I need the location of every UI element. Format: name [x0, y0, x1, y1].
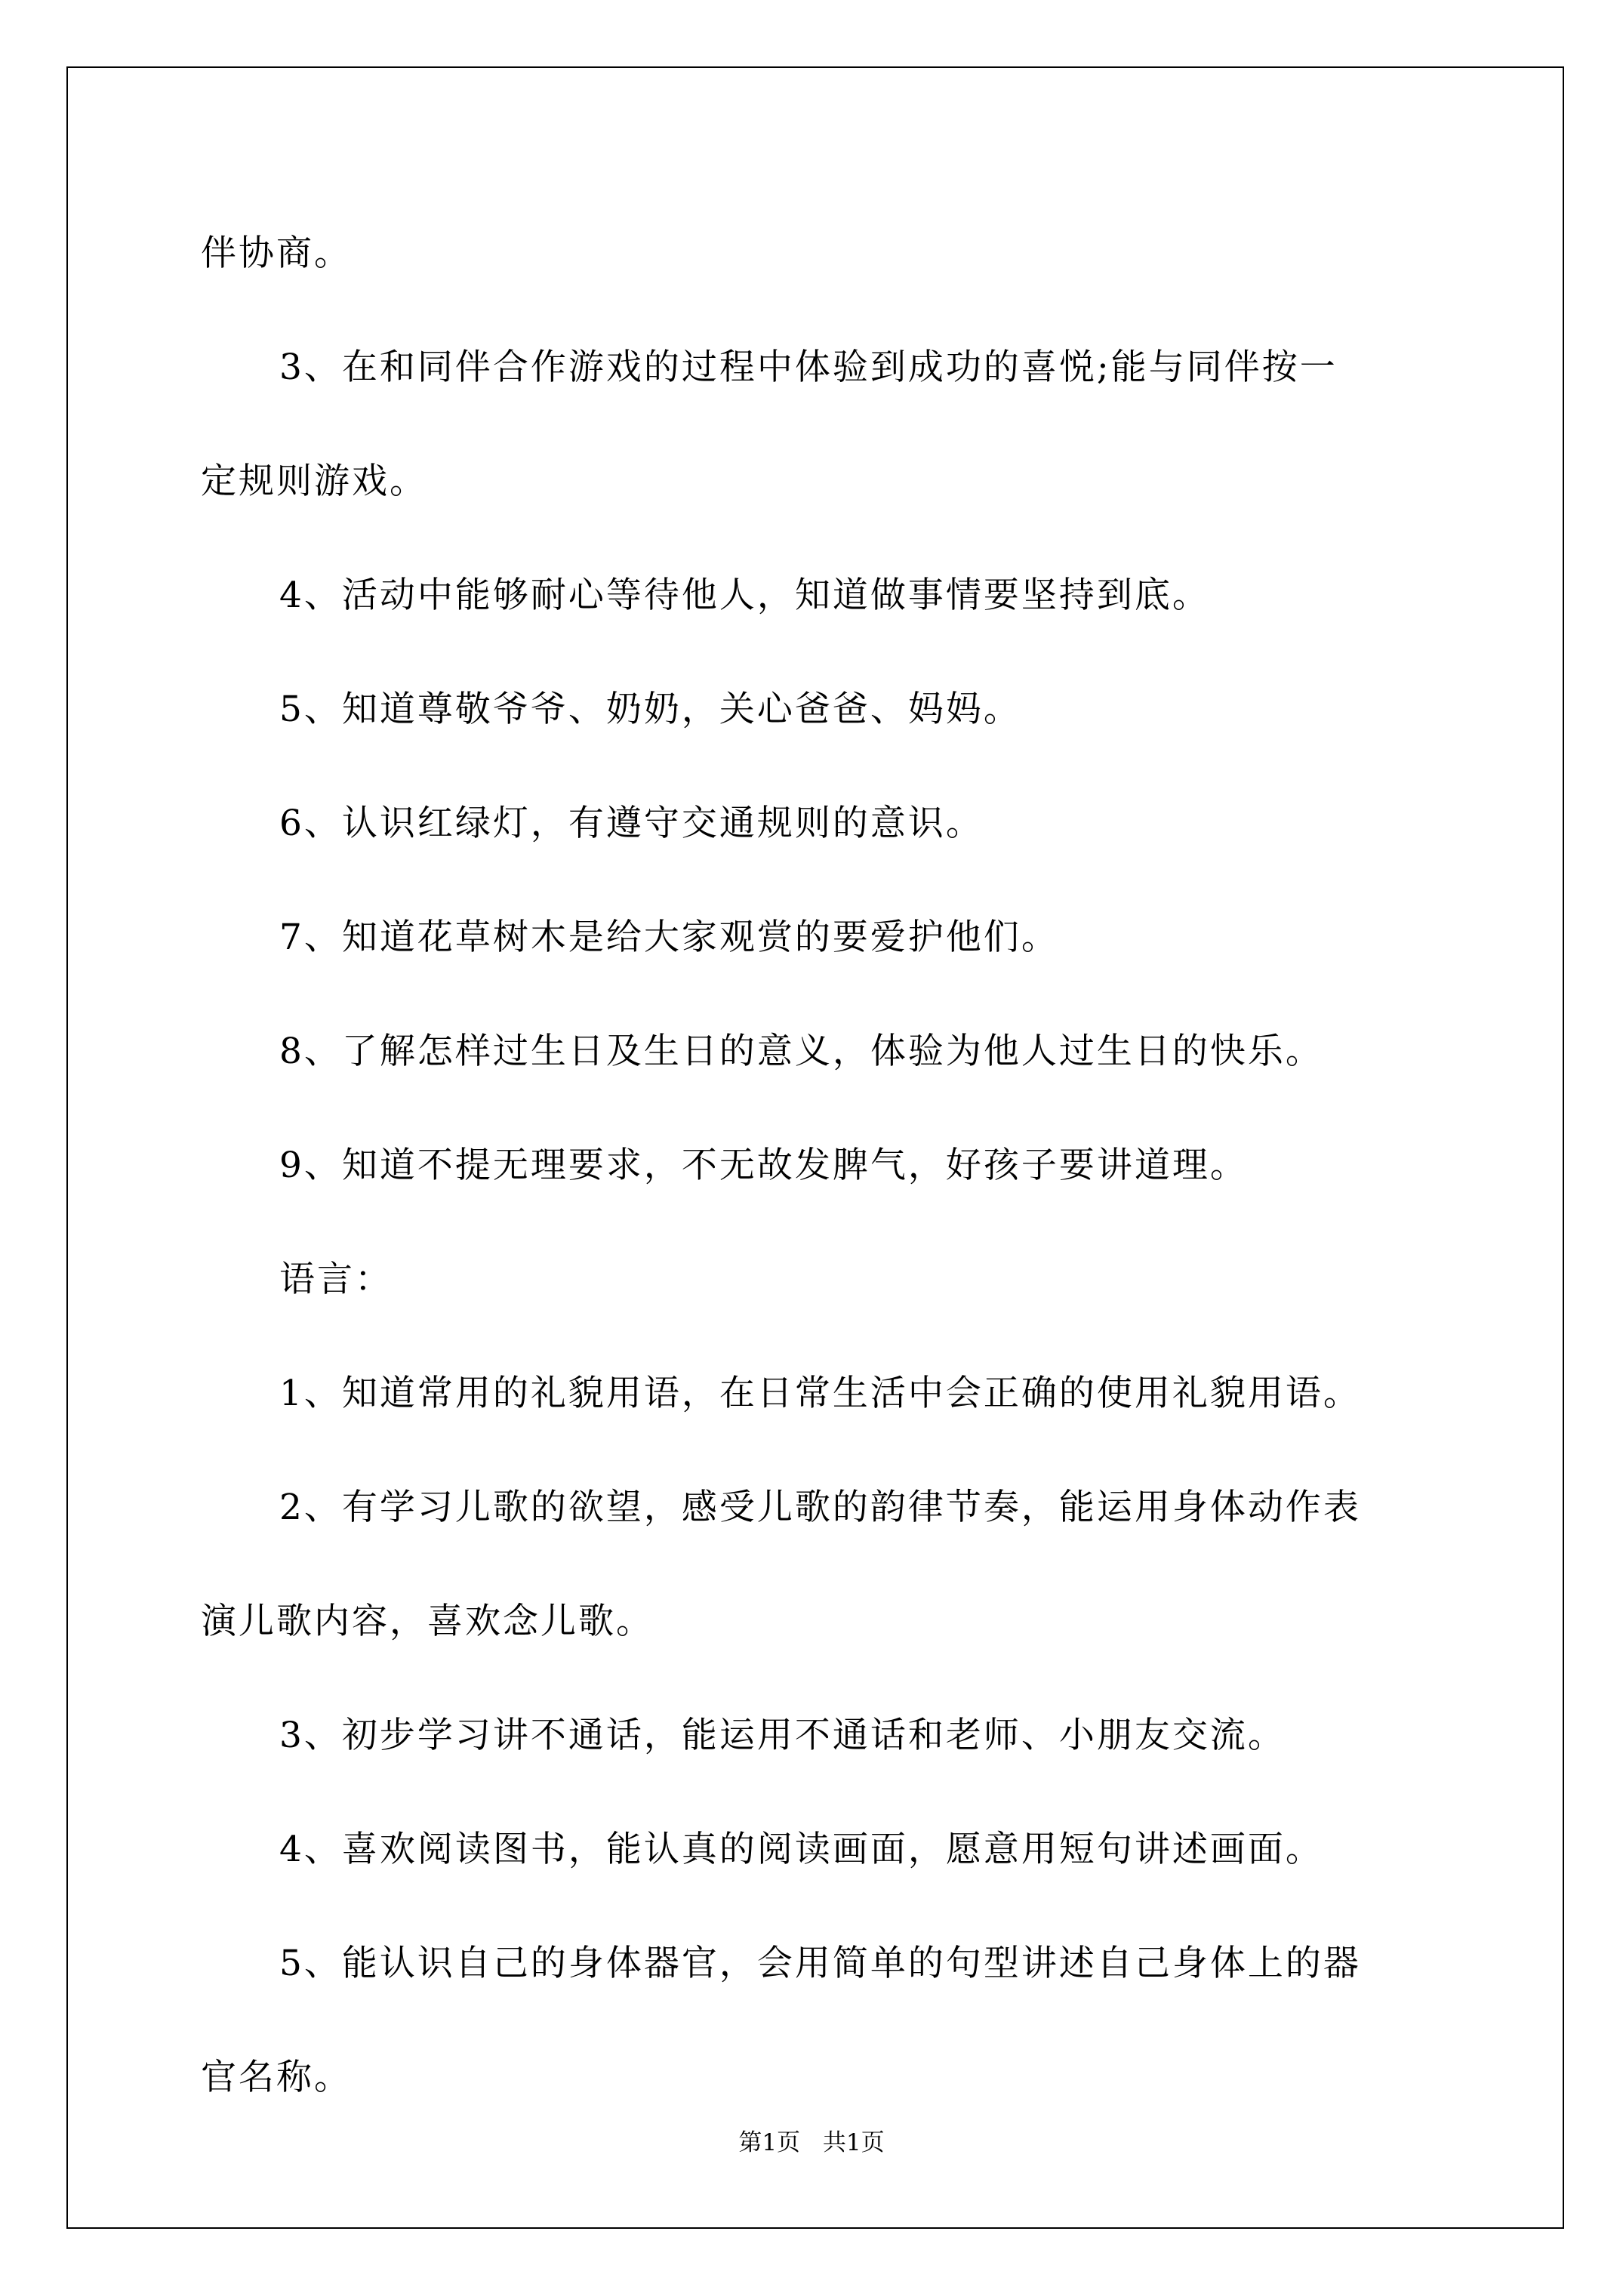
text-line: 定规则游戏。	[201, 461, 427, 502]
text-line: 6、认识红绿灯，有遵守交通规则的意识。	[279, 803, 984, 844]
text-line: 演儿歌内容，喜欢念儿歌。	[201, 1601, 654, 1642]
text-line: 7、知道花草树木是给大家观赏的要爱护他们。	[279, 917, 1059, 958]
text-line: 1、知道常用的礼貌用语，在日常生活中会正确的使用礼貌用语。	[279, 1373, 1361, 1414]
text-line: 3、初步学习讲不通话，能运用不通话和老师、小朋友交流。	[279, 1715, 1286, 1756]
text-line: 3、在和同伴合作游戏的过程中体验到成功的喜悦;能与同伴按一	[279, 347, 1338, 388]
text-line: 4、喜欢阅读图书，能认真的阅读画面，愿意用短句讲述画面。	[279, 1829, 1323, 1870]
text-line: 5、能认识自己的身体器官，会用简单的句型讲述自己身体上的器	[279, 1943, 1361, 1984]
page-number: 第1页	[738, 2129, 801, 2156]
page-total: 共1页	[822, 2129, 885, 2156]
text-line: 9、知道不提无理要求，不无故发脾气，好孩子要讲道理。	[279, 1145, 1248, 1186]
text-line: 5、知道尊敬爷爷、奶奶，关心爸爸、妈妈。	[279, 689, 1021, 730]
text-line: 2、有学习儿歌的欲望，感受儿歌的韵律节奏，能运用身体动作表	[279, 1487, 1361, 1528]
text-line: 4、活动中能够耐心等待他人，知道做事情要坚持到底。	[279, 575, 1210, 616]
text-line: 伴协商。	[201, 233, 352, 274]
section-heading: 语言：	[279, 1259, 393, 1300]
text-line: 8、了解怎样过生日及生日的意义，体验为他人过生日的快乐。	[279, 1031, 1323, 1072]
text-line: 官名称。	[201, 2057, 352, 2098]
page-footer	[0, 2128, 1623, 2158]
